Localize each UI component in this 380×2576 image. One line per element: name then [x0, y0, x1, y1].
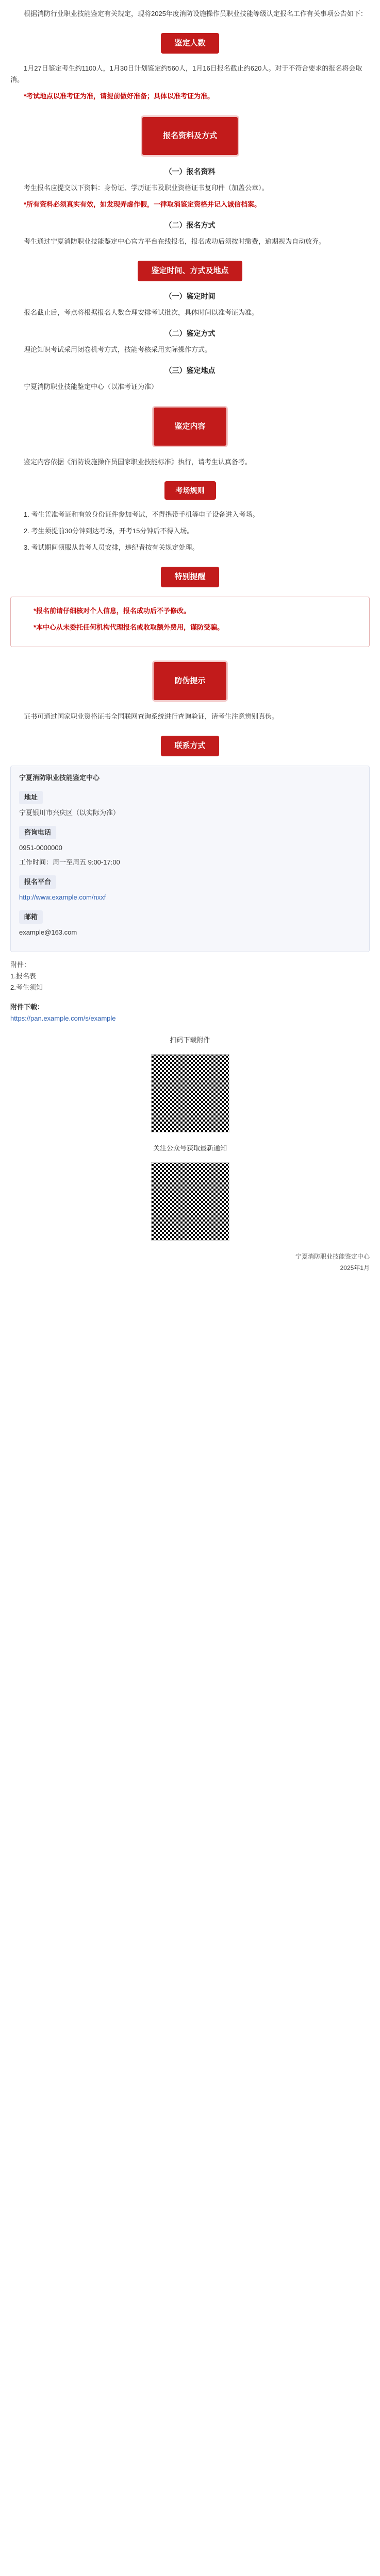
section-2-banner: 报名资料及方式 — [141, 115, 239, 157]
address-row — [19, 791, 361, 819]
content-text: 鉴定内容依据《消防设施操作员国家职业技能标准》执行，请考生认真备考。 — [24, 458, 252, 466]
address-label: 地址 — [19, 791, 43, 804]
phone-hours: 工作时间：周一至周五 9:00-17:00 — [19, 858, 120, 866]
qr-2-label: 关注公众号获取最新通知 — [153, 1144, 227, 1152]
place-text: 宁夏消防职业技能鉴定中心（以准考证为准） — [24, 383, 158, 391]
attach-1[interactable]: 1.报名表 — [10, 972, 36, 980]
mail-label: 邮箱 — [19, 910, 43, 924]
materials-heading: （一）报名资料 — [164, 167, 216, 176]
way-text: 理论知识考试采用闭卷机考方式，技能考核采用实际操作方式。 — [24, 346, 212, 353]
qr-code-download — [151, 1054, 229, 1132]
contact-org: 宁夏消防职业技能鉴定中心 — [19, 774, 100, 782]
mail-row — [19, 910, 361, 938]
attach-2[interactable]: 2.考生须知 — [10, 984, 43, 991]
reminder-2: *本中心从未委托任何机构代理报名或收取额外费用，谨防受骗。 — [34, 623, 224, 631]
time-text: 报名截止后，考点将根据报名人数合理安排考试批次，具体时间以准考证为准。 — [24, 309, 259, 316]
rules-3: 3. 考试期间须服从监考人员安排，违纪者按有关规定处理。 — [24, 544, 199, 551]
mail-value: example@163.com — [19, 928, 77, 936]
notice-page — [0, 0, 380, 1274]
section-2-header — [10, 115, 370, 157]
section-5-header — [10, 481, 370, 500]
materials-warning: *所有资料必须真实有效，如发现弄虚作假，一律取消鉴定资格并记入诚信档案。 — [24, 200, 261, 208]
download-label: 附件下载： — [10, 1003, 44, 1011]
download-section — [10, 1002, 370, 1024]
phone-row — [19, 826, 361, 868]
rules-2: 2. 考生须提前30分钟到达考场，开考15分钟后不得入场。 — [24, 527, 194, 535]
contact-card — [10, 766, 370, 952]
attach-label: 附件： — [10, 961, 31, 969]
intro-text: 根据消防行业职业技能鉴定有关规定，现将2025年度消防设施操作员职业技能等级认定报名工作有关事项公告如下： — [24, 10, 367, 18]
section-4-header — [10, 406, 370, 447]
section-7-header — [10, 660, 370, 702]
footer-org: 宁夏消防职业技能鉴定中心 — [295, 1253, 370, 1260]
footer — [10, 1251, 370, 1274]
fraud-text: 证书可通过国家职业资格证书全国联网查询系统进行查询验证，请考生注意辨别真伪。 — [24, 713, 279, 720]
section-3-banner: 鉴定时间、方式及地点 — [138, 261, 242, 281]
section-8-banner: 联系方式 — [161, 736, 219, 756]
address-value: 宁夏银川市兴庆区（以实际为准） — [19, 809, 120, 817]
time-heading: （一）鉴定时间 — [164, 292, 216, 300]
section-4-banner: 鉴定内容 — [152, 406, 227, 447]
rules-1: 1. 考生凭准考证和有效身份证件参加考试，不得携带手机等电子设备进入考场。 — [24, 511, 259, 518]
plan-text: 1月27日鉴定考生约1100人，1月30日计划鉴定约560人，1月16日报名截止约620人。对于不符合要求的报名将会取消。 — [10, 64, 362, 83]
materials-text: 考生报名应提交以下资料：身份证、学历证书及职业资格证书复印件（加盖公章）。 — [24, 184, 269, 192]
site-row — [19, 875, 361, 903]
section-6-banner: 特别提醒 — [161, 567, 219, 587]
footer-date: 2025年1月 — [340, 1264, 370, 1272]
section-6-header — [10, 567, 370, 587]
section-1-header — [10, 33, 370, 54]
phone-value: 0951-0000000 — [19, 844, 62, 852]
section-8-header — [10, 736, 370, 756]
place-heading: （三）鉴定地点 — [164, 366, 216, 375]
reminder-card — [10, 597, 370, 647]
download-link[interactable]: https://pan.example.com/s/example — [10, 1014, 116, 1022]
phone-label: 咨询电话 — [19, 826, 56, 839]
plan-notice: *考试地点以准考证为准，请提前做好准备；具体以准考证为准。 — [24, 92, 214, 100]
method-text: 考生通过宁夏消防职业技能鉴定中心官方平台在线报名，报名成功后须按时缴费，逾期视为自动放弃。 — [24, 238, 326, 245]
section-5-banner: 考场规则 — [164, 481, 216, 500]
site-label: 报名平台 — [19, 875, 56, 889]
qr-1-label: 扫码下载附件 — [170, 1036, 210, 1044]
reminder-1: *报名前请仔细核对个人信息，报名成功后不予修改。 — [34, 607, 191, 615]
way-heading: （二）鉴定方式 — [164, 329, 216, 337]
section-1-banner: 鉴定人数 — [161, 33, 219, 54]
site-link[interactable]: http://www.example.com/nxxf — [19, 893, 106, 901]
section-7-banner: 防伪提示 — [152, 660, 227, 702]
section-3-header — [10, 261, 370, 281]
method-heading: （二）报名方式 — [164, 221, 216, 229]
qr-code-account — [151, 1162, 229, 1241]
